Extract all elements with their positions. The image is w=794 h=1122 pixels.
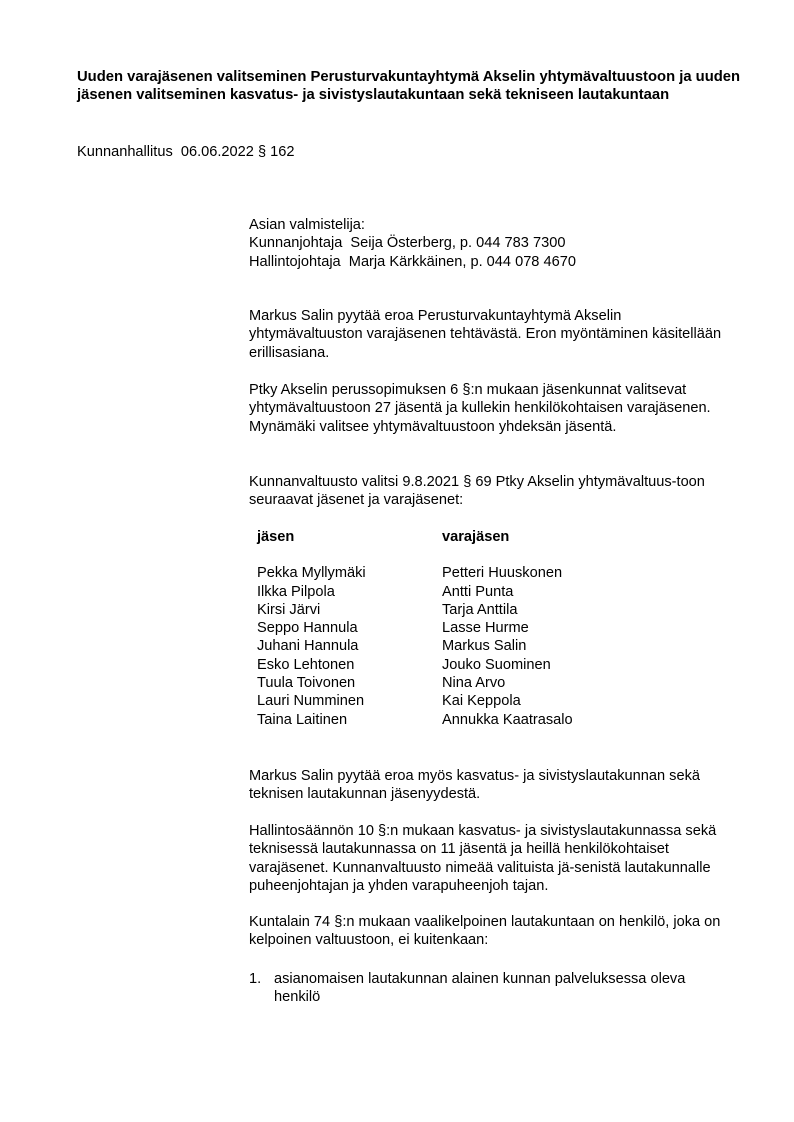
table-row (257, 637, 657, 655)
table-row (257, 711, 657, 729)
deputy-name: Tarja Anttila (442, 601, 518, 618)
deputy-name: Markus Salin (442, 638, 527, 655)
member-name: Tuula Toivonen (257, 675, 356, 692)
preparer-line-2: Hallintojohtaja Marja Kärkkäinen, p. 044 078 4670 (249, 253, 576, 270)
member-name: Esko Lehtonen (257, 656, 355, 673)
deputy-name: Jouko Suominen (442, 656, 551, 673)
paragraph-2-text: Ptky Akselin perussopimuksen 6 §:n mukaan jäsenkunnat valitsevat yhtymävaltuustoon 27 jäsentä ja kullekin henkilökohtaisen varajäsenen. Mynämäki valitsee yhtymävaltuustoon yhdeksän jäsentä. (249, 382, 711, 435)
paragraph-3-text: Kunnanvaltuusto valitsi 9.8.2021 § 69 Ptky Akselin yhtymävaltuus-toon seuraavat jäsenet ja varajäsenet: (249, 474, 705, 509)
document-title: Uuden varajäsenen valitseminen Perusturvakuntayhtymä Akselin yhtymävaltuustoon ja uuden jäsenen valitseminen kasvatus- ja sivistyslautakuntaan sekä tekniseen lautakuntaan (77, 69, 741, 103)
preparers-heading: Asian valmistelija: (249, 217, 365, 233)
table-row (257, 601, 657, 619)
table-row (257, 692, 657, 710)
preparer-line-1: Kunnanjohtaja Seija Österberg, p. 044 783 7300 (249, 235, 566, 252)
member-name: Taina Laitinen (257, 711, 348, 728)
deputy-column-header: varajäsen (442, 529, 510, 545)
paragraph-5 (249, 822, 729, 895)
table-row (257, 564, 657, 582)
list-item-number: 1. (249, 971, 262, 987)
paragraph-4-text: Markus Salin pyytää eroa myös kasvatus- ja sivistyslautakunnan sekä teknisen lautakunnan jäsenyydestä. (249, 768, 700, 803)
paragraph-4 (249, 767, 729, 804)
member-name: Seppo Hannula (257, 620, 358, 637)
member-name: Kirsi Järvi (257, 601, 321, 618)
ineligibility-list (249, 970, 729, 1007)
member-name: Ilkka Pilpola (257, 583, 335, 600)
members-table (257, 528, 657, 729)
member-name: Lauri Numminen (257, 693, 365, 710)
paragraph-3 (249, 473, 729, 510)
member-name: Juhani Hannula (257, 638, 359, 655)
members-table-body (257, 564, 657, 729)
list-item-text: asianomaisen lautakunnan alainen kunnan palveluksessa oleva henkilö (274, 971, 686, 1006)
table-row (257, 656, 657, 674)
deputy-name: Lasse Hurme (442, 620, 529, 637)
meeting-reference: Kunnanhallitus 06.06.2022 § 162 (77, 144, 295, 160)
paragraph-1 (249, 307, 729, 362)
deputy-name: Kai Keppola (442, 693, 521, 710)
deputy-name: Antti Punta (442, 583, 514, 600)
paragraph-2 (249, 381, 729, 436)
list-item (249, 970, 729, 1007)
table-row (257, 619, 657, 637)
preparers-block (249, 216, 729, 271)
paragraph-6 (249, 913, 729, 950)
deputy-name: Annukka Kaatrasalo (442, 711, 573, 728)
table-row (257, 583, 657, 601)
paragraph-6-text: Kuntalain 74 §:n mukaan vaalikelpoinen lautakuntaan on henkilö, joka on kelpoinen valtuustoon, ei kuitenkaan: (249, 914, 721, 949)
members-table-header (257, 528, 657, 546)
table-row (257, 674, 657, 692)
deputy-name: Nina Arvo (442, 675, 506, 692)
deputy-name: Petteri Huuskonen (442, 565, 563, 582)
member-name: Pekka Myllymäki (257, 565, 366, 582)
paragraph-1-text: Markus Salin pyytää eroa Perusturvakuntayhtymä Akselin yhtymävaltuuston varajäsenen tehtävästä. Eron myöntäminen käsitellään erillisasiana. (249, 308, 722, 361)
member-column-header: jäsen (257, 529, 295, 545)
paragraph-5-text: Hallintosäännön 10 §:n mukaan kasvatus- ja sivistyslautakunnassa sekä teknisessä lautakunnassa on 11 jäsentä ja heillä henkilökohtaiset varajäsenet. Kunnanvaltuusto nimeää valituista jä-senistä lautakunnalle puheenjohtajan ja yhden varapuheenjoh tajan. (249, 823, 717, 894)
